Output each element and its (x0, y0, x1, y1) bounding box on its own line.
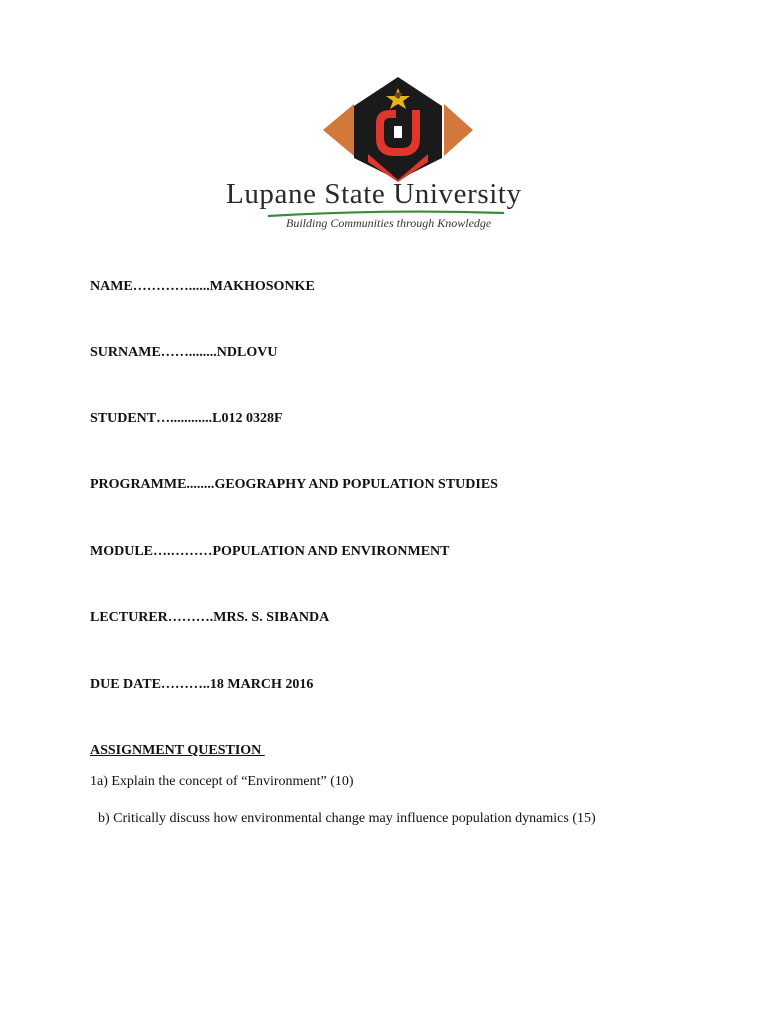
field-label: STUDENT…............ (90, 411, 213, 426)
field-label: NAME…………...... (90, 279, 210, 294)
field-due-date (90, 677, 313, 693)
field-label: MODULE….……… (90, 544, 213, 559)
question-1b: b) Critically discuss how environmental change may influence population dynamics (15) (98, 811, 596, 826)
field-value: L012 0328F (212, 411, 283, 426)
field-value: 18 MARCH 2016 (209, 677, 314, 692)
question-1a: 1a) Explain the concept of “Environment” (10) (90, 774, 354, 789)
field-lecturer (90, 610, 329, 626)
field-programme (90, 477, 498, 493)
university-tagline: Building Communities through Knowledge (286, 216, 492, 230)
lupane-university-crest-icon (318, 74, 478, 184)
field-value: MRS. S. SIBANDA (213, 610, 330, 625)
field-label: DUE DATE……….. (90, 677, 210, 692)
field-surname (90, 345, 277, 361)
field-module (90, 544, 449, 560)
assignment-question-heading: ASSIGNMENT QUESTION (90, 743, 265, 758)
field-value: NDLOVU (216, 345, 278, 360)
field-value: MAKHOSONKE (209, 279, 315, 294)
field-name (90, 279, 315, 295)
university-name: Lupane State University (226, 178, 522, 210)
field-label: LECTURER………. (90, 610, 214, 625)
field-label: PROGRAMME........ (90, 477, 215, 492)
field-value: GEOGRAPHY AND POPULATION STUDIES (214, 477, 498, 492)
field-value: POPULATION AND ENVIRONMENT (212, 544, 450, 559)
field-student (90, 411, 283, 427)
field-label: SURNAME……........ (90, 345, 217, 360)
university-header (0, 0, 768, 240)
